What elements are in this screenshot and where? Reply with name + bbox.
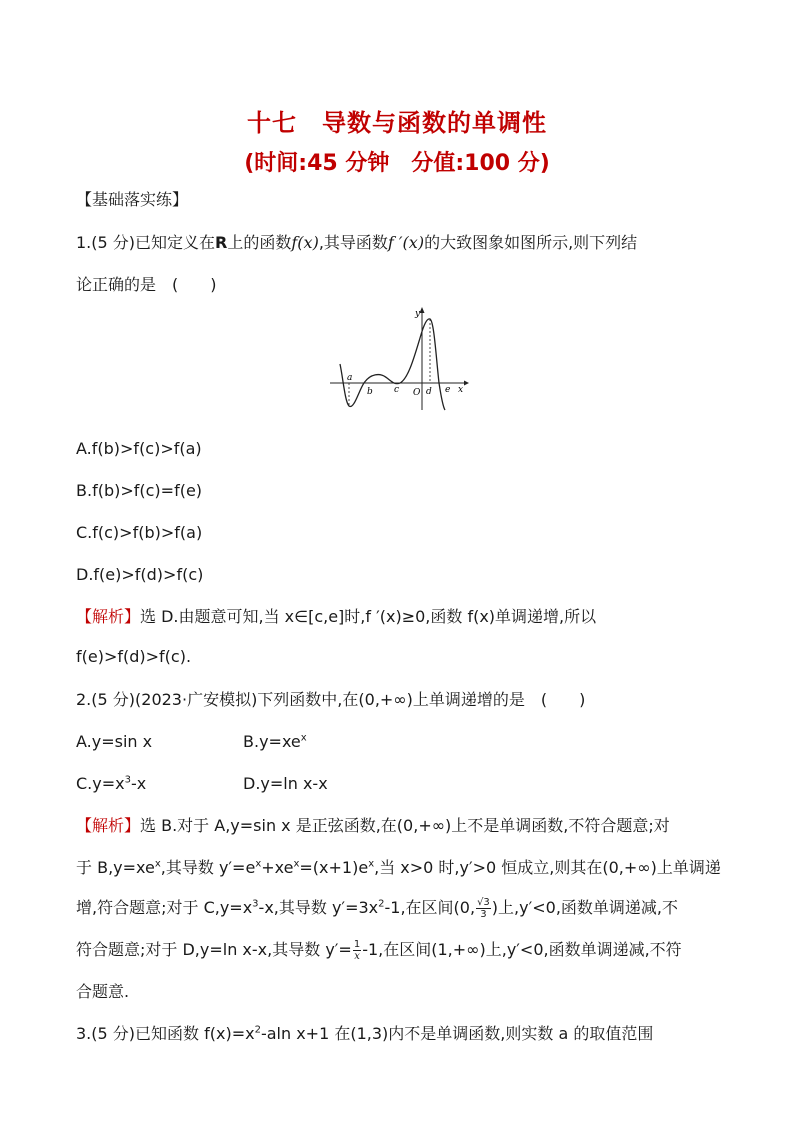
- x-axis-arrow: [464, 381, 469, 386]
- derivative-graph: [328, 306, 470, 412]
- y-axis-arrow: [420, 307, 425, 313]
- q2-option-a: A.y=sin x: [76, 732, 153, 751]
- label-a: a: [347, 373, 353, 383]
- q2-stem: 2.(5 分)(2023·广安模拟)下列函数中,在(0,+∞)上单调递增的是 ( ): [76, 690, 586, 709]
- q2-analysis-line-1: 【解析】选 B.对于 A,y=sin x 是正弦函数,在(0,+∞)上不是单调函数,不符合题意;对: [76, 816, 670, 835]
- q2-analysis-line-2: 于 $B,y=xe^x$,其导数 $y'=e^x+xe^x=(x+1)e^x$,当 x>0 时,y′>0 恒成立,则其在(0,+∞)上单调递: [76, 858, 721, 877]
- q1-option-c: C.f(c)>f(b)>f(a): [76, 523, 203, 542]
- section-heading: 【基础落实练】: [76, 190, 189, 209]
- q2-option-c: $C.y=x^3-x$: [76, 774, 147, 793]
- q1-analysis-line-1: 【解析】选 D.由题意可知,当 x∈[c,e]时,f ′(x)≥0,函数 f(x)单调递增,所以: [76, 607, 597, 626]
- q2-analysis-line-5: 合题意.: [76, 982, 130, 1001]
- page-subtitle: (时间:45 分钟 分值:100 分): [244, 151, 550, 176]
- q1-stem-line-1: 1.(5 分)已知定义在R上的函数f(x),其导函数f ′(x)的大致图象如图所示,则下列结: [76, 233, 638, 252]
- label-o: O: [413, 388, 421, 398]
- q1-analysis-line-2: f(e)>f(d)>f(c).: [76, 647, 192, 666]
- q1-option-b: B.f(b)>f(c)=f(e): [76, 481, 203, 500]
- label-e: e: [445, 385, 451, 395]
- q2-option-b: $B.y=xe^x$: [243, 732, 307, 751]
- label-c: c: [394, 385, 400, 395]
- q3-stem: 3.(5 分)已知函数 $f(x)=x^2$-aln x+1 在(1,3)内不是单调函数,则实数 a 的取值范围: [76, 1024, 654, 1043]
- page-title: 十七 导数与函数的单调性: [247, 109, 547, 137]
- label-x: x: [458, 385, 464, 395]
- q1-option-a: A.f(b)>f(c)>f(a): [76, 439, 202, 458]
- analysis-tag: 【解析】: [76, 607, 141, 626]
- q1-stem-line-2: 论正确的是 ( ): [76, 275, 217, 294]
- q2-option-d: D.y=ln x-x: [243, 774, 328, 793]
- q2-analysis-line-4: 符合题意;对于 D,y=ln x-x,其导数 y′= $\frac{1}{x}$ -1,在区间(1,+∞)上,y′<0,函数单调递减,不符: [76, 939, 682, 962]
- label-d: d: [426, 387, 432, 397]
- analysis-tag: 【解析】: [76, 816, 141, 835]
- q2-analysis-line-3: 增,符合题意;对于 $C,y=x^3-x$,其导数 $y'=3x^2-1$,在区间(0, $\frac{√3}{3}$ )上,y′<0,函数单调递减,不: [76, 897, 678, 920]
- label-y: y: [415, 309, 421, 319]
- q1-option-d: D.f(e)>f(d)>f(c): [76, 565, 204, 584]
- fraction-1-over-x: $\frac{1}{x}$: [353, 939, 361, 962]
- fraction-sqrt3-over-3: $\frac{√3}{3}$: [477, 897, 490, 920]
- label-b: b: [367, 387, 373, 397]
